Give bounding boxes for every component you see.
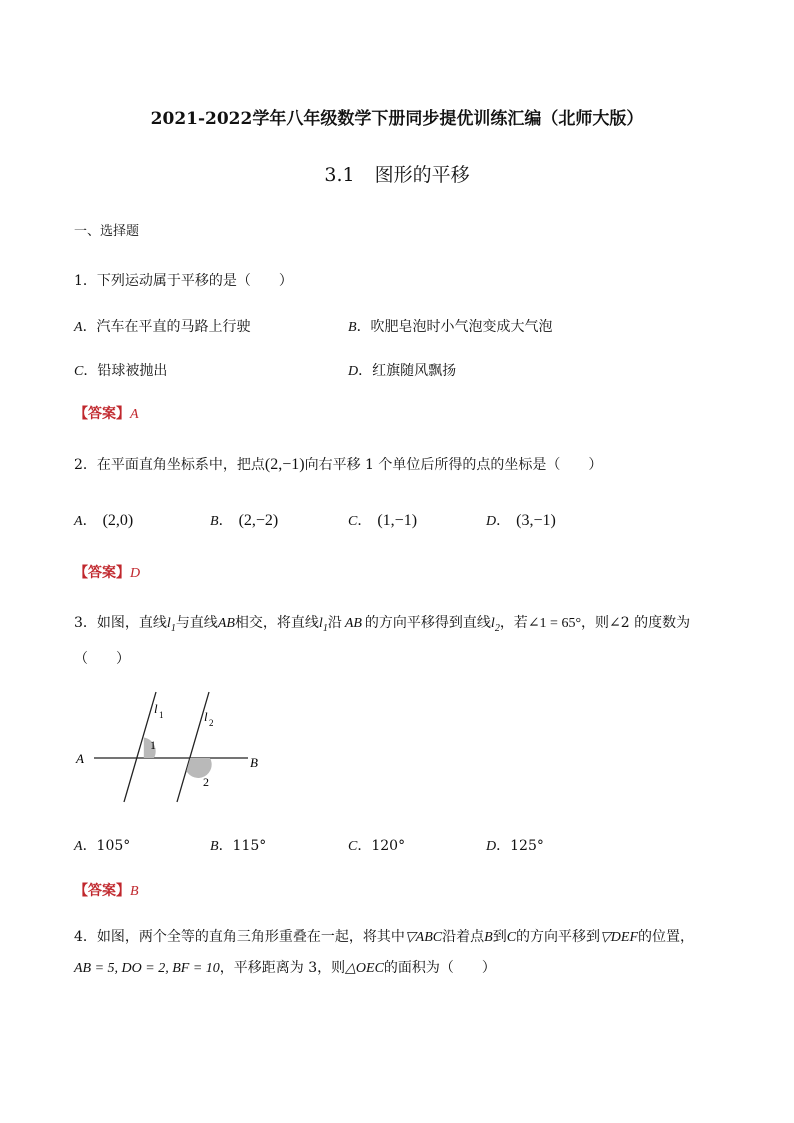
q1-option-c: C．铅球被抛出 <box>74 363 168 379</box>
label-a: A <box>76 751 84 766</box>
q1-answer: 【答案】A <box>74 406 139 422</box>
label-l2: l <box>204 709 208 724</box>
label-angle-2: 2 <box>203 775 209 789</box>
q2-stem: 2．在平面直角坐标系中，把点(2,−1)向右平移 1 个单位后所得的点的坐标是（ ） <box>74 456 603 473</box>
q2-answer: 【答案】D <box>74 565 141 581</box>
q1-option-d: D．红旗随风飘扬 <box>348 363 457 379</box>
label-l2-sub: 2 <box>209 718 214 728</box>
q3-option-c: C．120° <box>348 838 406 854</box>
section-subtitle <box>0 160 794 187</box>
q2-point: (2,−1) <box>264 456 305 473</box>
q3-option-b: B．115° <box>210 838 267 854</box>
label-l1-sub: 1 <box>159 710 164 720</box>
q3-stem: 3．如图，直线$l_1$与直线AB相交，将直线$l_1$沿 AB 的方向平移得到直线$l_2$，若∠1 = 65°，则∠2 的度数为 <box>74 615 691 634</box>
section-number: 3.1 <box>324 164 355 186</box>
document-title: 2021-2022学年八年级数学下册同步提优训练汇编（北师大版） <box>150 109 644 129</box>
label-b: B <box>250 755 258 770</box>
q2-option-c: C． (1,−1) <box>348 512 418 529</box>
label-angle-1: 1 <box>150 738 156 752</box>
q4-stem: 4．如图，两个全等的直角三角形重叠在一起，将其中▽ABC沿着点B到C的方向平移到▽DEF的位置， <box>74 929 695 945</box>
q1-stem: 1．下列运动属于平移的是（ ） <box>74 273 293 289</box>
q4-stem-line2: AB = 5, DO = 2, BF = 10，平移距离为 3，则△OEC的面积为（ ） <box>74 960 496 976</box>
q2-option-b: B． (2,−2) <box>210 512 279 529</box>
q2-option-a: A． (2,0) <box>74 512 134 529</box>
section-name: 图形的平移 <box>374 164 470 186</box>
q1-option-b: B．吹肥皂泡时小气泡变成大气泡 <box>348 319 553 335</box>
q1-option-a: A．汽车在平直的马路上行驶 <box>74 319 251 335</box>
q3-option-d: D．125° <box>486 838 544 854</box>
q2-option-d: D． (3,−1) <box>486 512 556 529</box>
label-l1: l <box>154 701 158 716</box>
q3-answer: 【答案】B <box>74 883 139 899</box>
section-heading: 一、选择题 <box>74 224 140 239</box>
q3-stem-line2: （ ） <box>74 651 130 667</box>
q3-figure <box>70 690 300 815</box>
q3-option-a: A．105° <box>74 838 131 854</box>
